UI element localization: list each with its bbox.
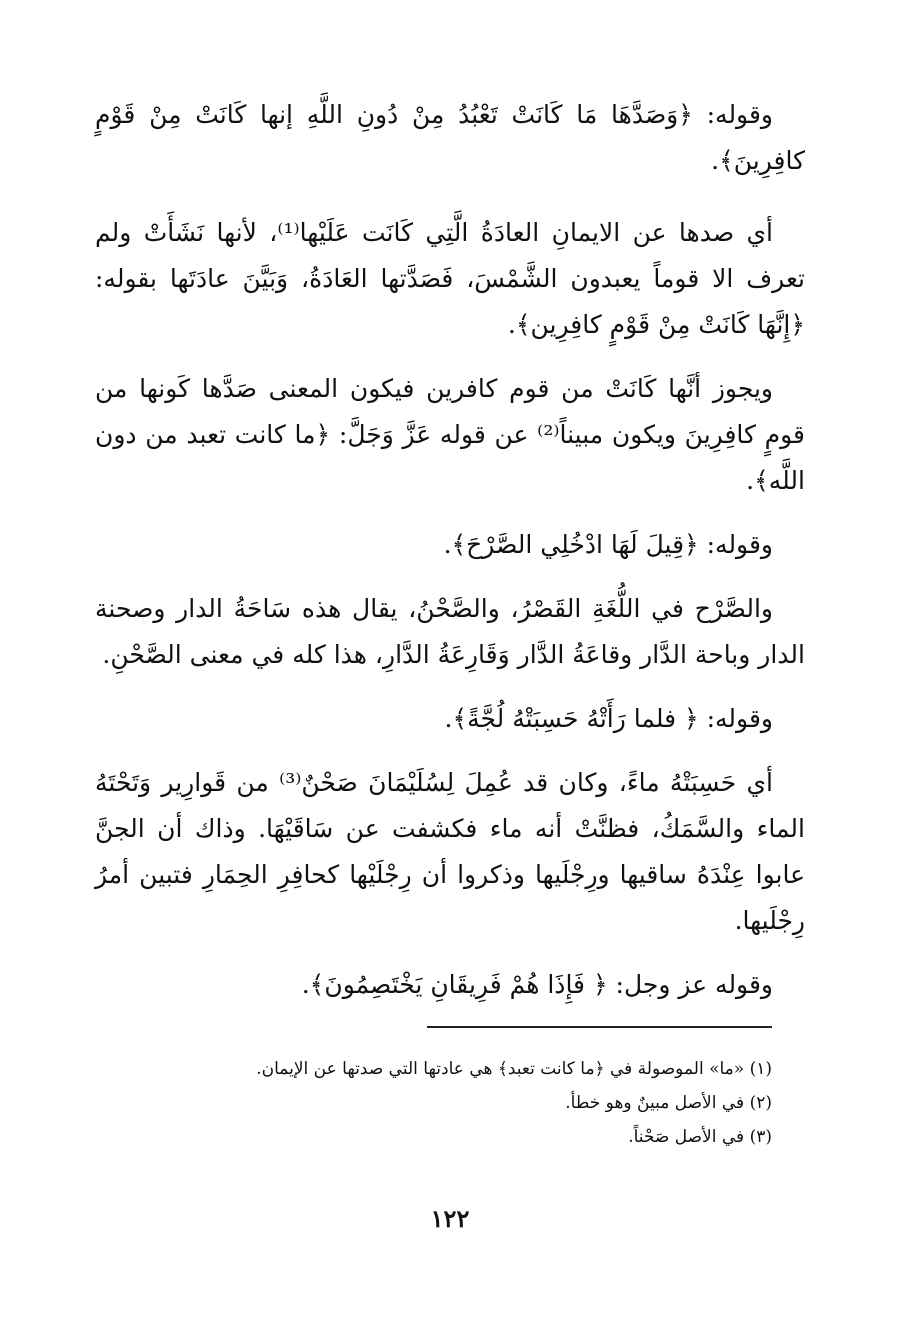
paragraph-quote-1: وقوله: ﴿وَصَدَّهَا مَا كَانَتْ تَعْبُدُ مِنْ دُونِ اللَّهِ إنها كَانَتْ مِنْ قَوْمٍ كافِرِينَ﴾. bbox=[95, 100, 805, 175]
paragraph-commentary-3: والصَّرْح في اللُّغَةِ القَصْرُ، والصَّحْنُ، يقال هذه سَاحَةُ الدار وصحنة الدار وباحة الدَّار وقاعَةُ الدَّار وَقَارِعَةُ الدَّارِ، هذا كله في معنى الصَّحْنِ. bbox=[95, 594, 805, 669]
paragraph-commentary-2: ويجوز أنَّها كَانَتْ من قوم كافرين فيكون المعنى صَدَّها كَونها من قومٍ كافِرِينَ ويكون مبيناً⁽²⁾ عن قوله عَزَّ وَجَلَّ: ﴿ما كانت تعبد من دون اللَّه﴾. bbox=[95, 374, 805, 495]
footnote-3: (٣) في الأصل صَحْناً. bbox=[628, 1127, 772, 1147]
footnotes bbox=[212, 1052, 772, 1154]
footnote-divider bbox=[427, 1026, 772, 1028]
paragraph-commentary-4: أي حَسِبَتْهُ ماءً، وكان قد عُمِلَ لِسُلَيْمَانَ صَحْنٌ⁽³⁾ من قَوارِير وَتَحْتَهُ الماء والسَّمَكُ، فظنَّتْ أنه ماء فكشفت عن سَاقَيْهَا. وذاك أن الجنَّ عابوا عِنْدَهُ ساقيها ورِجْلَيها وذكروا أن رِجْلَيْها كحافِرِ الحِمَارِ فتبين أمرُ رِجْلَيها. bbox=[95, 768, 805, 935]
paragraph-quote-3: وقوله: ﴿ فلما رَأَتْهُ حَسِبَتْهُ لُجَّةً﴾. bbox=[444, 704, 773, 733]
footnote-1: (١) «ما» الموصولة في ﴿ما كانت تعبد﴾ هي عادتها التي صدتها عن الإيمان. bbox=[256, 1059, 772, 1079]
paragraph-quote-4: وقوله عز وجل: ﴿ فَإِذَا هُمْ فَرِيقَانِ يَخْتَصِمُونَ﴾. bbox=[301, 970, 773, 999]
paragraph-commentary-1: أي صدها عن الايمانِ العادَةُ الَّتِي كَانَت عَلَيْها⁽¹⁾، لأنها نَشَأَتْ ولم تعرف الا قوماً يعبدون الشَّمْسَ، فَصَدَّتها العَادَةُ، وَبَيَّنَ عادَتَها بقوله: ﴿إِنَّهَا كَانَتْ مِنْ قَوْمٍ كافِرِين﴾. bbox=[95, 218, 805, 339]
paragraph-quote-2: وقوله: ﴿قِيلَ لَهَا ادْخُلِي الصَّرْحَ﴾. bbox=[443, 530, 773, 559]
main-text bbox=[95, 92, 805, 1026]
footnote-2: (٢) في الأصل مبينٌ وهو خطأ. bbox=[565, 1093, 772, 1113]
page-number: ١٢٢ bbox=[430, 1204, 470, 1233]
